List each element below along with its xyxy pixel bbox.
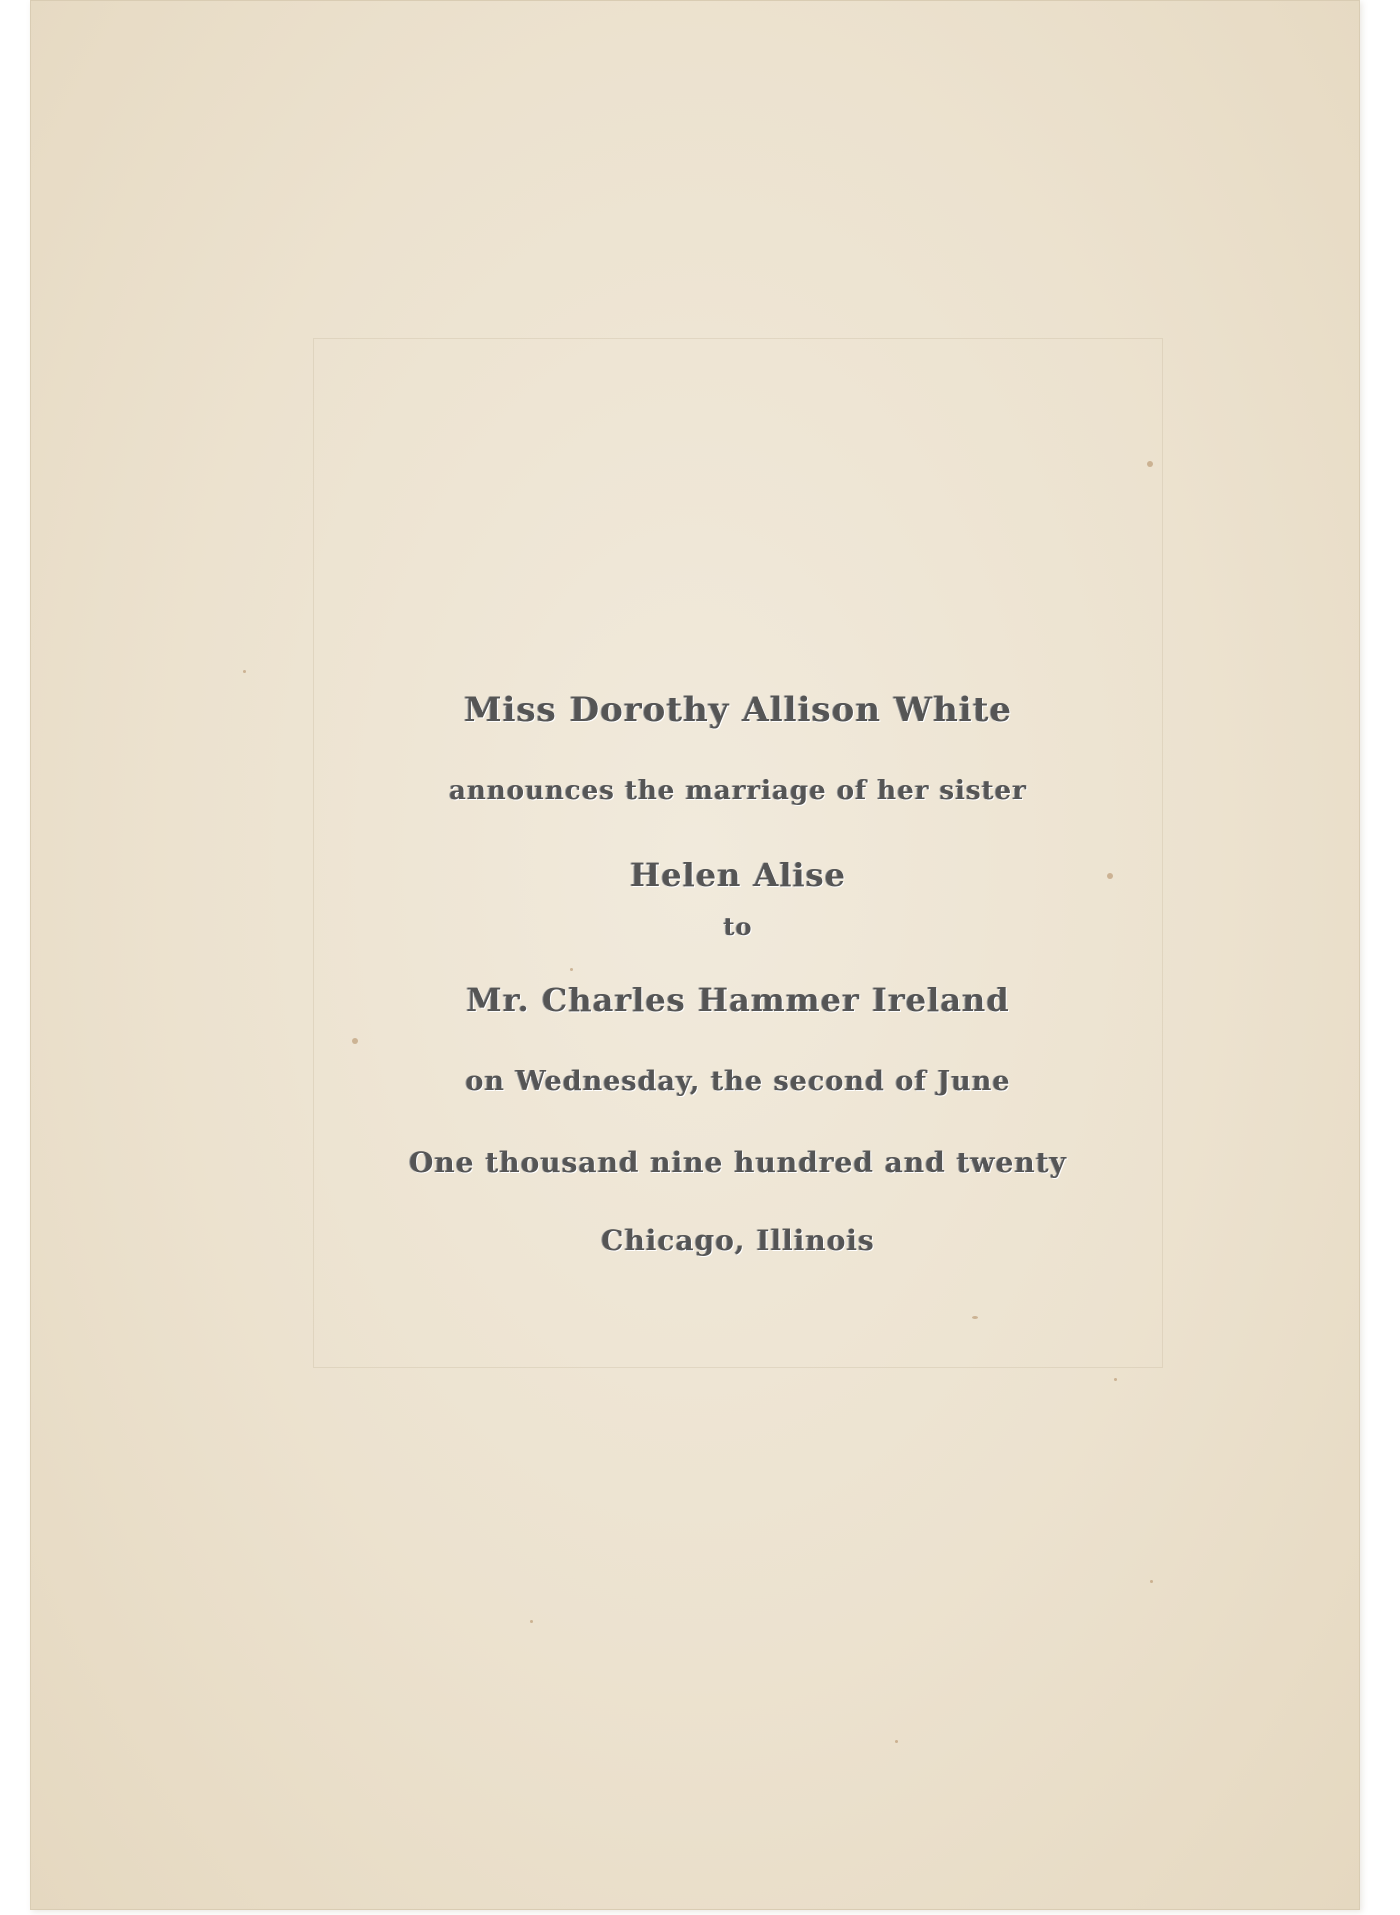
wedding-date: on Wednesday, the second of June xyxy=(465,1066,1011,1097)
paper-speck xyxy=(243,670,246,673)
invitation-card xyxy=(30,0,1360,1910)
wedding-place: Chicago, Illinois xyxy=(601,1224,875,1257)
announcement-line: announces the marriage of her sister xyxy=(449,776,1027,806)
wedding-year: One thousand nine hundred and twenty xyxy=(409,1146,1067,1179)
bride-name: Helen Alise xyxy=(629,856,847,894)
announcer-name: Miss Dorothy Allison White xyxy=(463,690,1013,730)
groom-name: Mr. Charles Hammer Ireland xyxy=(466,981,1010,1019)
to-word: to xyxy=(723,912,753,941)
invitation-text xyxy=(313,0,1163,1910)
